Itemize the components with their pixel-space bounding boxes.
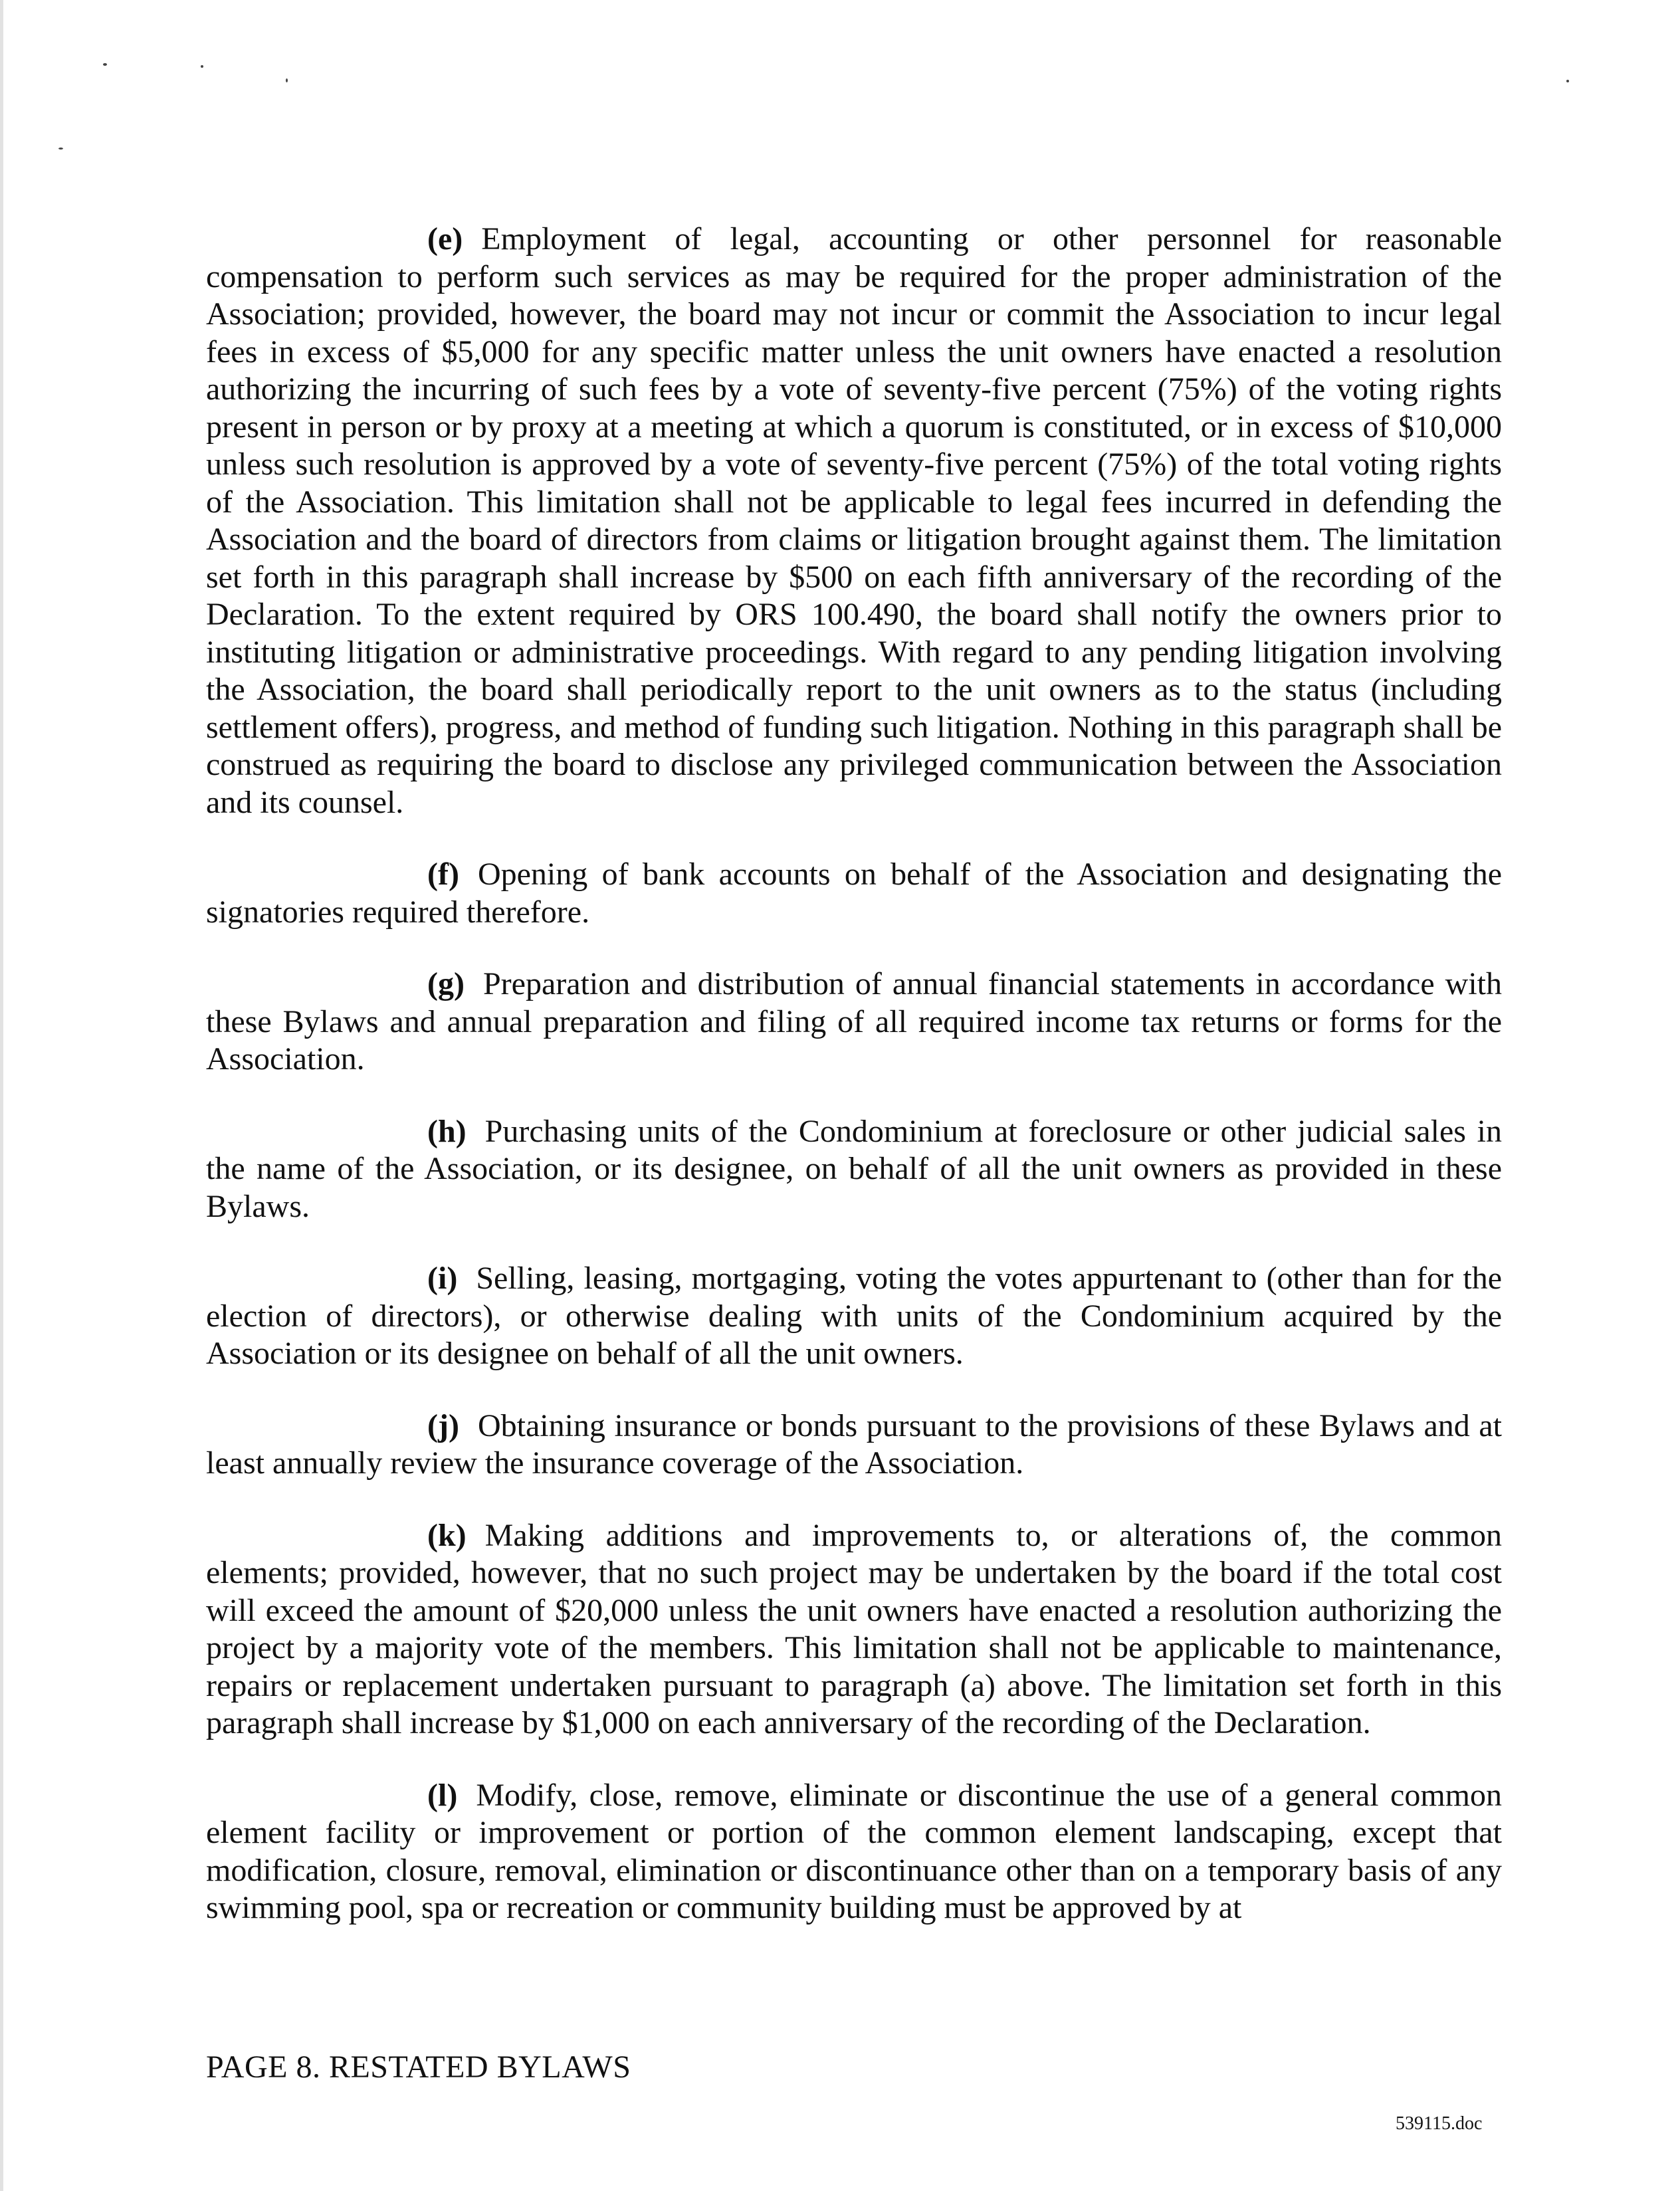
paragraph-label: (k) (427, 1517, 467, 1553)
paragraph-l (206, 1777, 1502, 1927)
scan-speck (286, 78, 288, 82)
paragraph-i (206, 1260, 1502, 1373)
paragraph-text: Purchasing units of the Condominium at foreclosure or other judicial sales in the name of the Association, or its designee, on behalf of all the unit owners as provided in these Bylaws. (206, 1113, 1502, 1224)
paragraph-label: (e) (427, 221, 463, 257)
paragraph-label: (l) (427, 1777, 458, 1813)
scan-speck (201, 65, 203, 68)
paragraph-e (206, 221, 1502, 821)
scan-speck (1566, 80, 1569, 82)
scan-speck (58, 148, 63, 150)
paragraph-text: Selling, leasing, mortgaging, voting the votes appurtenant to (other than for the election of directors), or otherwise dealing with units of the Condominium acquired by the Association or its designee on behalf of all the unit owners. (206, 1261, 1502, 1371)
paragraph-label: (g) (427, 966, 465, 1001)
paragraph-label: (f) (427, 857, 459, 892)
paragraph-label: (i) (427, 1261, 458, 1296)
page-scan-edge (0, 0, 3, 2191)
paragraph-text: Obtaining insurance or bonds pursuant to the provisions of these Bylaws and at least annually review the insurance coverage of the Association. (206, 1408, 1502, 1481)
paragraph-g (206, 966, 1502, 1079)
paragraph-text: Employment of legal, accounting or other personnel for reasonable compensation to perform such services as may be required for the proper administration of the Association; provided, however, the board may not incur or commit the Association to incur legal fees in excess of $5,000 for any specific matter unless the unit owners have enacted a resolution authorizing the incurring of such fees by a vote of seventy-five percent (75%) of the voting rights present in person or by proxy at a meeting at which a quorum is constituted, or in excess of $10,000 unless such resolution is approved by a vote of seventy-five percent (75%) of the total voting rights of the Association. This limitation shall not be applicable to legal fees incurred in defending the Association and the board of directors from claims or litigation brought against them. The limitation set forth in this paragraph shall increase by $500 on each fifth anniversary of the recording of the Declaration. To the extent required by ORS 100.490, the board shall notify the owners prior to instituting litigation or administrative proceedings. With regard to any pending litigation involving the Association, the board shall periodically report to the unit owners as to the status (including settlement offers), progress, and method of funding such litigation. Nothing in this paragraph shall be construed as requiring the board to disclose any privileged communication between the Association and its counsel. (206, 221, 1502, 820)
paragraph-f (206, 856, 1502, 931)
paragraph-k (206, 1517, 1502, 1742)
scan-speck (103, 63, 107, 66)
document-id: 539115.doc (1396, 2113, 1483, 2134)
bylaws-body (206, 221, 1502, 1962)
paragraph-text: Making additions and improvements to, or alterations of, the common elements; provided, however, that no such project may be undertaken by the board if the total cost will exceed the amount of $20,000 unless the unit owners have enacted a resolution authorizing the project by a majority vote of the members. This limitation shall not be applicable to maintenance, repairs or replacement undertaken pursuant to paragraph (a) above. The limitation set forth in this paragraph shall increase by $1,000 on each anniversary of the recording of the Declaration. (206, 1517, 1502, 1740)
paragraph-text: Preparation and distribution of annual financial statements in accordance with these Bylaws and annual preparation and filing of all required income tax returns or forms for the Association. (206, 966, 1502, 1077)
paragraph-label: (h) (427, 1113, 467, 1149)
paragraph-text: Opening of bank accounts on behalf of the Association and designating the signatories required therefore. (206, 857, 1502, 930)
paragraph-h (206, 1113, 1502, 1226)
page-footer-title: PAGE 8. RESTATED BYLAWS (206, 2049, 631, 2085)
paragraph-label: (j) (427, 1408, 459, 1443)
paragraph-j (206, 1408, 1502, 1483)
paragraph-text: Modify, close, remove, eliminate or discontinue the use of a general common element facility or improvement or portion of the common element landscaping, except that modification, closure, removal, elimination or discontinuance other than on a temporary basis of any swimming pool, spa or recreation or community building must be approved by at (206, 1777, 1502, 1925)
